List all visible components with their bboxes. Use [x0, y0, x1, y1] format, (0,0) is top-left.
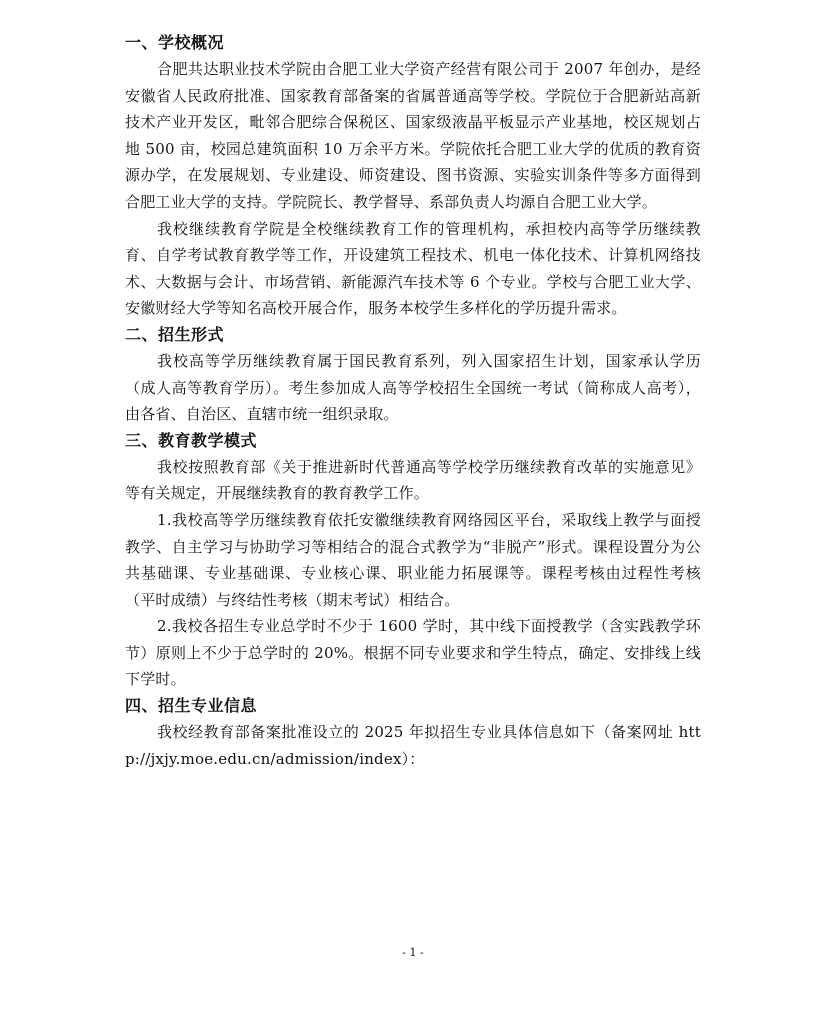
- body-paragraph: 我校按照教育部《关于推进新时代普通高等学校学历继续教育改革的实施意见》等有关规定，开展继续教育的教育教学工作。: [125, 457, 701, 503]
- body-paragraph: 我校经教育部备案批准设立的 2025 年拟招生专业具体信息如下（备案网址 http://jxjy.moe.edu.cn/admission/index）：: [125, 723, 701, 768]
- body-paragraph: 我校继续教育学院是全校继续教育工作的管理机构，承担校内高等学历继续教育、自学考试教育教学等工作，开设建筑工程技术、机电一体化技术、计算机网络技术、大数据与会计、市场营销、新能源汽车技术等 6 个专业。学校与合肥工业大学、安徽财经大学等知名高校开展合作，服务本校学生多样化的学历提升需求。: [125, 219, 701, 318]
- section-heading: 一、学校概况: [125, 33, 225, 52]
- page-number: - 1 -: [402, 946, 424, 959]
- section-heading: 二、招生形式: [125, 324, 225, 344]
- section-heading: 三、教育教学模式: [125, 430, 258, 450]
- section-major-info: [125, 693, 701, 772]
- section-school-overview: [125, 30, 701, 322]
- document-body: [125, 30, 701, 772]
- body-paragraph: 我校高等学历继续教育属于国民教育系列，列入国家招生计划，国家承认学历（成人高等教育学历）。考生参加成人高等学校招生全国统一考试（简称成人高考），由各省、自治区、直辖市统一组织录取。: [125, 351, 701, 424]
- section-heading: 四、招生专业信息: [125, 696, 258, 716]
- body-paragraph: 合肥共达职业技术学院由合肥工业大学资产经营有限公司于 2007 年创办，是经安徽省人民政府批准、国家教育部备案的省属普通高等学校。学院位于合肥新站高新技术产业开发区，毗邻合肥综合保税区、国家级液晶平板显示产业基地，校区规划占地 500 亩，校园总建筑面积 10 万余平方米。学院依托合肥工业大学的优质的教育资源办学，在发展规划、专业建设、师资建设、图书资源、实验实训条件等多方面得到合肥工业大学的支持。学院院长、教学督导、系部负责人均源自合肥工业大学。: [125, 60, 701, 211]
- section-enrollment-form: [125, 322, 701, 428]
- body-paragraph: 1.我校高等学历继续教育依托安徽继续教育网络园区平台，采取线上教学与面授教学、自主学习与协助学习等相结合的混合式教学为“非脱产”形式。课程设置分为公共基础课、专业基础课、专业核心课、职业能力拓展课等。课程考核由过程性考核（平时成绩）与终结性考核（期末考试）相结合。: [125, 510, 701, 609]
- body-paragraph: 2.我校各招生专业总学时不少于 1600 学时，其中线下面授教学（含实践教学环节）原则上不少于总学时的 20%。根据不同专业要求和学生特点，确定、安排线上线下学时。: [125, 617, 701, 689]
- section-teaching-model: [125, 428, 701, 693]
